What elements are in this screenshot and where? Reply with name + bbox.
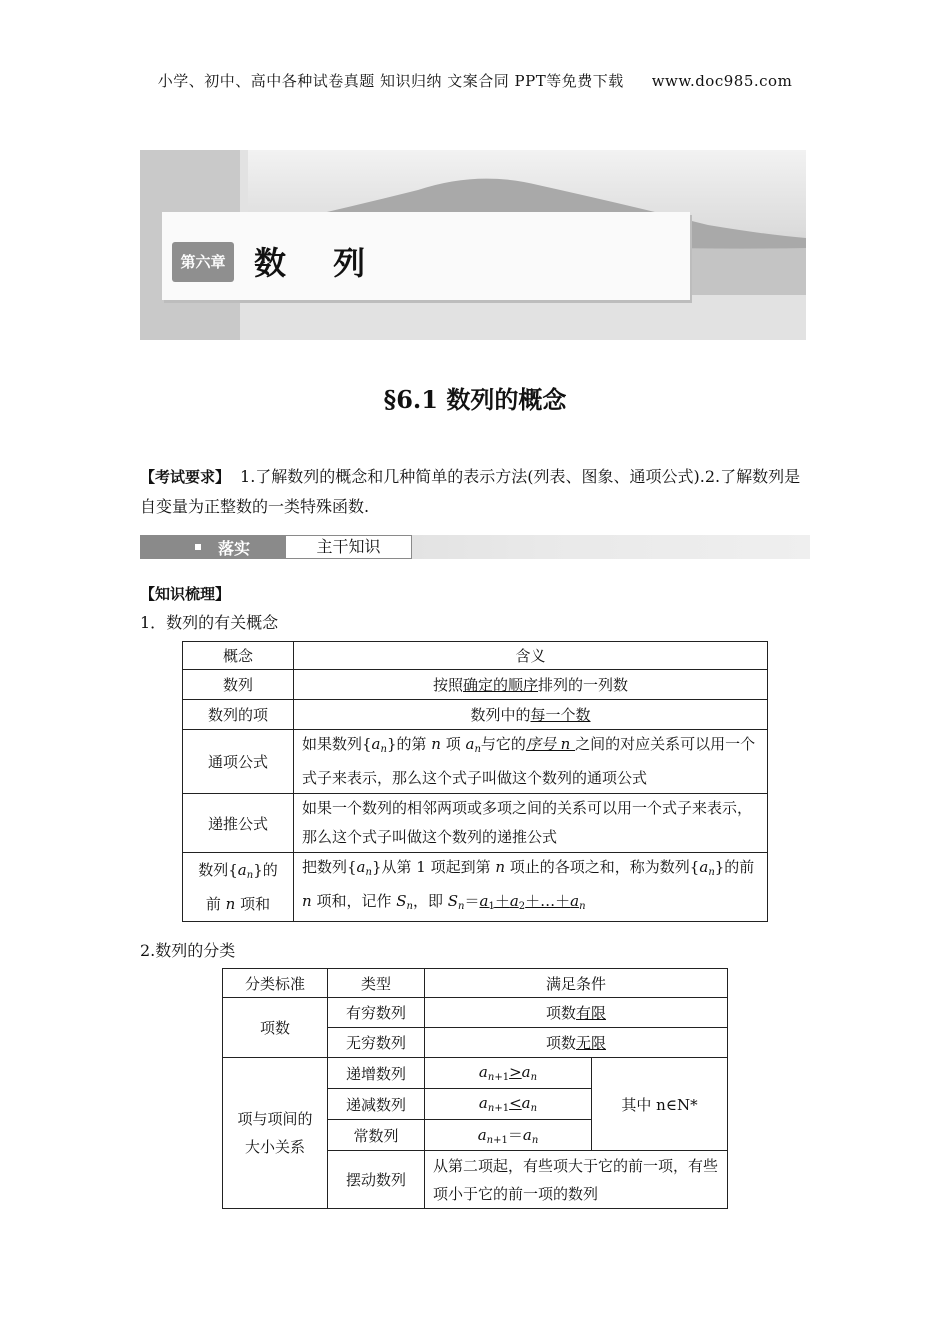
condition-cell: $a_{n+1}>a_n$: [425, 1058, 592, 1089]
type-cell: 无穷数列: [328, 1028, 425, 1058]
requirements-text: 1.了解数列的概念和几种简单的表示方法(列表、图象、通项公式).2.了解数列是自变量为正整数的一类特殊函数.: [140, 467, 801, 516]
concept-meaning: 如果数列$\{a_n\}$的第 n 项 $a_n$与它的序号 n 之间的对应关系可以用一个式子来表示，那么这个式子叫做这个数列的通项公式: [294, 730, 768, 794]
concept-name: 数列$\{a_n\}$的 前 n 项和: [183, 853, 294, 922]
square-icon: [195, 544, 201, 550]
header-cell: 含义: [294, 642, 768, 670]
type-cell: 摆动数列: [328, 1151, 425, 1209]
type-cell: 有穷数列: [328, 998, 425, 1028]
condition-cell: $a_{n+1}<a_n$: [425, 1089, 592, 1120]
classification-table: [222, 968, 728, 1209]
condition-cell: 项数有限: [425, 998, 728, 1028]
header-cell: 满足条件: [425, 969, 728, 998]
knowledge-heading: 【知识梳理】: [140, 585, 231, 603]
condition-cell: 从第二项起，有些项大于它的前一项，有些项小于它的前一项的数列: [425, 1151, 728, 1209]
concept-name: 通项公式: [183, 730, 294, 794]
concept-table: [182, 641, 768, 922]
table-row: [223, 998, 728, 1028]
part1-heading: 1．数列的有关概念: [140, 613, 279, 632]
where-cell: 其中 n∈N*: [592, 1058, 728, 1151]
condition-cell: 项数无限: [425, 1028, 728, 1058]
header-cell: 概念: [183, 642, 294, 670]
header-url[interactable]: www.doc985.com: [651, 72, 793, 90]
section-bar-dark: [140, 535, 285, 559]
section-bar-left-label: 落实: [218, 539, 251, 558]
concept-meaning: 数列中的每一个数: [294, 700, 768, 730]
table-row: [183, 700, 768, 730]
group-cell: 项数: [223, 998, 328, 1058]
chapter-title: 数 列: [254, 244, 384, 282]
concept-name: 数列: [183, 670, 294, 700]
type-cell: 递减数列: [328, 1089, 425, 1120]
requirements-label: 【考试要求】: [140, 468, 231, 486]
header-text: 小学、初中、高中各种试卷真题 知识归纳 文案合同 PPT等免费下载: [157, 72, 624, 90]
concept-meaning: 如果一个数列的相邻两项或多项之间的关系可以用一个式子来表示，那么这个式子叫做这个数列的递推公式: [294, 794, 768, 853]
type-cell: 常数列: [328, 1120, 425, 1151]
concept-name: 递推公式: [183, 794, 294, 853]
exam-requirements: [140, 462, 812, 522]
header-cell: 类型: [328, 969, 425, 998]
chapter-card: [162, 212, 690, 300]
concept-name: 数列的项: [183, 700, 294, 730]
concept-meaning: 把数列$\{a_n\}$从第 1 项起到第 n 项止的各项之和，称为数列$\{a_n\}$的前 n 项和，记作 $S_n$，即 $S_n=a_1+a_2+\dots+a_n$: [294, 853, 768, 922]
section-bar: [140, 535, 810, 559]
section-bar-right-label: 主干知识: [285, 535, 412, 559]
table-row: [183, 730, 768, 794]
header-cell: 分类标准: [223, 969, 328, 998]
part2-heading: 2.数列的分类: [140, 941, 236, 960]
section-title: §6.1 数列的概念: [383, 385, 567, 414]
table-row: [183, 642, 768, 670]
table-row: [223, 1058, 728, 1089]
page-header: [0, 70, 950, 91]
table-row: [183, 853, 768, 922]
condition-cell: $a_{n+1}=a_n$: [425, 1120, 592, 1151]
chapter-tag: 第六章: [172, 242, 234, 282]
type-cell: 递增数列: [328, 1058, 425, 1089]
concept-meaning: 按照确定的顺序排列的一列数: [294, 670, 768, 700]
table-row: [223, 969, 728, 998]
table-row: [183, 670, 768, 700]
group-cell: 项与项间的 大小关系: [223, 1058, 328, 1209]
table-row: [183, 794, 768, 853]
chapter-banner: [140, 150, 806, 340]
